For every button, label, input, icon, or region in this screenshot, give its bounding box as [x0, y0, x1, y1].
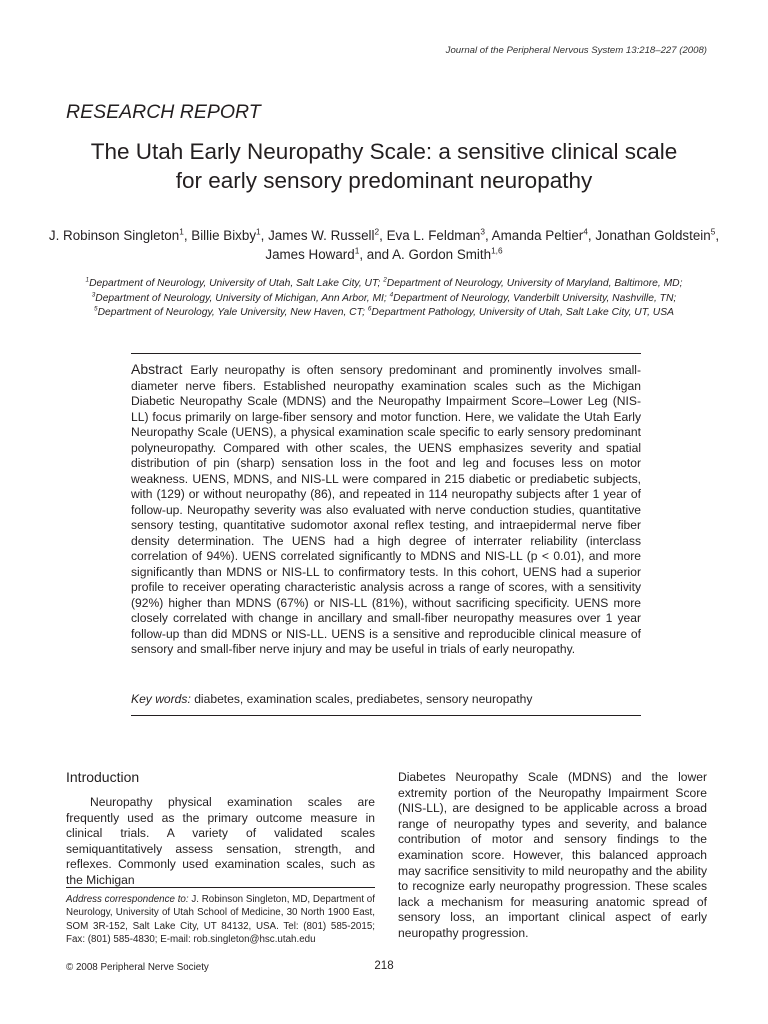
- footnote-rule: [66, 887, 375, 888]
- correspondence-note: [66, 893, 375, 946]
- abstract-bottom-rule: [131, 715, 641, 716]
- author-list: J. Robinson Singleton$^1$, Billie Bixby$^1$, James W. Russell$^2$, Eva L. Feldman$^3$, Amanda Peltier$^4$, Jonathan Goldstein$^5$, James Howard$^1$, and A. Gordon Smith$^{1,6}$: [48, 226, 720, 262]
- title-line-1: The Utah Early Neuropathy Scale: a sensitive clinical scale: [90, 139, 678, 164]
- intro-paragraph-left: Neuropathy physical examination scales are frequently used as the primary outcome measure in clinical trials. A variety of validated scales semiquantitatively assess sensation, strength, and reflexes. Commonly used examination scales, such as the Michigan: [66, 795, 375, 887]
- journal-citation: Journal of the Peripheral Nervous System 13:218–227 (2008): [445, 45, 707, 56]
- correspondence-text: J. Robinson Singleton, MD, Department of Neurology, University of Utah School of Medicine, 30 North 1900 East, SOM 3R-152, Salt Lake City, UT 84132, USA. Tel: (801) 585-2015; Fax: (801) 585-4830; E-mail: rob.singleton@hsc.utah.edu: [66, 894, 375, 945]
- keywords-text: diabetes, examination scales, prediabetes, sensory neuropathy: [194, 692, 533, 706]
- copyright-notice: © 2008 Peripheral Nerve Society: [66, 962, 209, 973]
- abstract-text: Early neuropathy is often sensory predominant and prominently involves small-diameter nerve fibers. Established neuropathy examination scales such as the Michigan Diabetic Neuropathy Scale (MDNS) and the Neuropathy Impairment Score–Lower Leg (NIS-LL) focus primarily on large-fiber sensory and motor function. Here, we validate the Utah Early Neuropathy Scale (UENS), a physical examination scale specific to early sensory predominant polyneuropathy. Compared with other scales, the UENS emphasizes severity and spatial distribution of pin (sharp) sensation loss in the foot and leg and focuses less on motor weakness. UENS, MDNS, and NIS-LL were compared in 215 diabetic or prediabetic subjects, with (129) or without neuropathy (86), and repeated in 114 neuropathy subjects after 1 year of follow-up. Neuropathy severity was also evaluated with nerve conduction studies, quantitative sensory testing, quantitative sudomotor axonal reflex testing, and intraepidermal nerve fiber density determination. The UENS had a high degree of interrater reliability (interclass correlation of 94%). UENS correlated significantly to MDNS and NIS-LL (p < 0.01), and more significantly than MDNS or NIS-LL to confirmatory tests. In this cohort, UENS had a superior profile to receiver operating characteristic analysis across a range of scores, with a sensitivity (92%) higher than MDNS (67%) or NIS-LL (81%), without sacrificing specificity. UENS more closely correlated with change in ancillary and small-fiber neuropathy measures over 1 year follow-up than did MDNS or NIS-LL. UENS is a sensitive and reproducible clinical measure of sensory and small-fiber nerve injury and may be useful in trials of early neuropathy.: [131, 363, 641, 656]
- affiliations: $^1$Department of Neurology, University of Utah, Salt Lake City, UT; $^2$Department of Neurology, University of Maryland, Baltimore, MD; $^3$Department of Neurology, University of Michigan, Ann Arbor, MI; $^4$Department of Neurology, Vanderbilt University, Nashville, TN; $^5$Department of Neurology, Yale University, New Haven, CT; $^6$Department Pathology, University of Utah, Salt Lake City, UT, USA: [85, 276, 683, 318]
- body-column-left: [66, 795, 375, 889]
- page-number: 218: [374, 960, 394, 972]
- abstract-block: [131, 362, 641, 658]
- keywords-label: Key words:: [131, 692, 191, 706]
- abstract-top-rule: [131, 353, 641, 354]
- abstract-label: Abstract: [131, 361, 183, 377]
- title-line-2: for early sensory predominant neuropathy: [175, 168, 593, 193]
- introduction-heading: Introduction: [66, 769, 140, 785]
- keywords: [131, 692, 641, 708]
- article-title: [30, 137, 738, 195]
- body-column-right: Diabetes Neuropathy Scale (MDNS) and the lower extremity portion of the Neuropathy Impairment Score (NIS-LL), are designed to be applicable across a broad range of neuropathy types and severity, and balance contribution of motor and sensory findings to the examination score. However, this balanced approach may sacrifice sensitivity to mild neuropathy and the ability to recognize early neuropathy progression. These scales lack a mechanism for measuring anatomic spread of sensory loss, an important clinical aspect of early neuropathy progression.: [398, 770, 707, 940]
- section-label: RESEARCH REPORT: [66, 101, 261, 123]
- correspondence-label: Address correspondence to:: [66, 894, 189, 905]
